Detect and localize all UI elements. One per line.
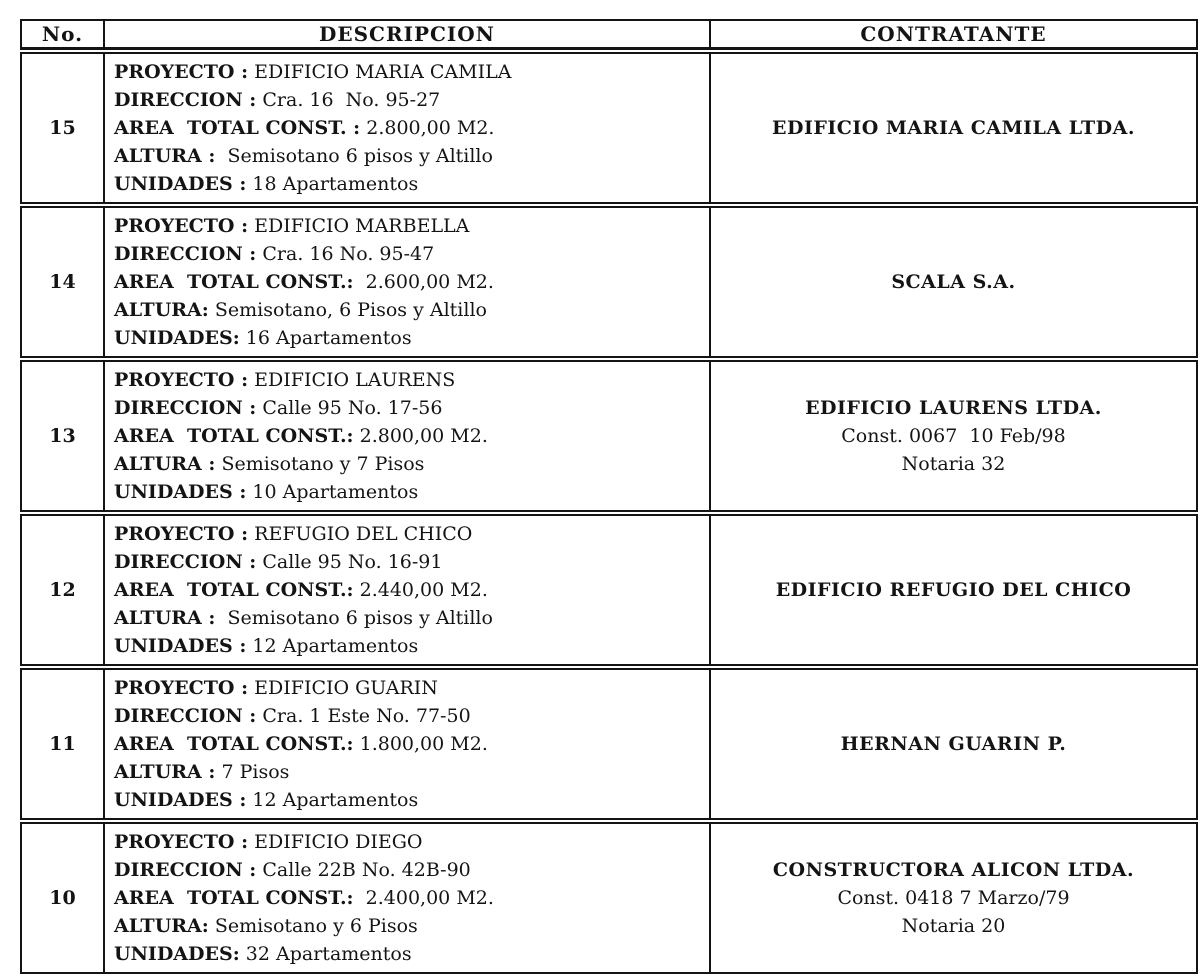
field-value: EDIFICIO DIEGO xyxy=(254,831,423,853)
field-value: EDIFICIO MARBELLA xyxy=(254,215,470,237)
field-line xyxy=(114,520,703,548)
field-value: 2.600,00 M2. xyxy=(359,271,494,293)
field-value: 12 Apartamentos xyxy=(252,789,419,811)
field-value: Semisotano, 6 Pisos y Altillo xyxy=(214,299,487,321)
header-descripcion: DESCRIPCION xyxy=(105,19,711,50)
field-line xyxy=(114,912,703,940)
field-line xyxy=(114,170,703,198)
field-value: 2.400,00 M2. xyxy=(359,887,494,909)
row-number: 13 xyxy=(20,360,105,512)
field-line xyxy=(114,240,703,268)
description-cell xyxy=(105,360,711,512)
description-cell xyxy=(105,668,711,820)
projects-table xyxy=(20,17,1198,976)
field-label: AREA TOTAL CONST.: xyxy=(114,887,354,909)
field-line xyxy=(114,856,703,884)
field-line xyxy=(114,478,703,506)
field-line xyxy=(114,758,703,786)
table-row xyxy=(20,514,1198,666)
field-line xyxy=(114,296,703,324)
field-label: PROYECTO : xyxy=(114,369,249,391)
field-value: 12 Apartamentos xyxy=(252,635,419,657)
field-value: Cra. 16 No. 95-47 xyxy=(262,243,435,265)
field-line xyxy=(114,548,703,576)
field-line xyxy=(114,884,703,912)
field-value: Calle 95 No. 16-91 xyxy=(262,551,443,573)
field-line xyxy=(114,324,703,352)
field-value: EDIFICIO LAURENS xyxy=(254,369,456,391)
table-row xyxy=(20,822,1198,974)
field-label: ALTURA: xyxy=(114,915,209,937)
field-label: PROYECTO : xyxy=(114,215,249,237)
field-line xyxy=(114,576,703,604)
field-label: ALTURA : xyxy=(114,607,216,629)
field-line xyxy=(114,366,703,394)
field-value: 2.440,00 M2. xyxy=(359,579,488,601)
field-value: Calle 95 No. 17-56 xyxy=(262,397,443,419)
field-line xyxy=(114,674,703,702)
row-number: 12 xyxy=(20,514,105,666)
contratante-name: SCALA S.A. xyxy=(891,271,1016,293)
field-label: ALTURA : xyxy=(114,145,216,167)
field-label: PROYECTO : xyxy=(114,61,249,83)
field-label: DIRECCION : xyxy=(114,89,257,111)
field-line xyxy=(114,632,703,660)
field-value: 1.800,00 M2. xyxy=(359,733,488,755)
field-label: UNIDADES : xyxy=(114,789,247,811)
row-number: 10 xyxy=(20,822,105,974)
field-value: 7 Pisos xyxy=(221,761,290,783)
field-value: 18 Apartamentos xyxy=(252,173,419,195)
field-label: AREA TOTAL CONST.: xyxy=(114,271,354,293)
field-label: AREA TOTAL CONST.: xyxy=(114,733,354,755)
field-value: Semisotano 6 pisos y Altillo xyxy=(221,607,493,629)
field-line xyxy=(114,828,703,856)
header-contratante: CONTRATANTE xyxy=(711,19,1198,50)
field-label: DIRECCION : xyxy=(114,859,257,881)
field-value: Calle 22B No. 42B-90 xyxy=(262,859,471,881)
contratante-cell xyxy=(711,822,1198,974)
contratante-cell xyxy=(711,206,1198,358)
contratante-name: EDIFICIO LAURENS LTDA. xyxy=(805,397,1102,419)
table-row xyxy=(20,52,1198,204)
field-line xyxy=(114,422,703,450)
field-value: EDIFICIO GUARIN xyxy=(254,677,438,699)
row-number: 14 xyxy=(20,206,105,358)
field-value: REFUGIO DEL CHICO xyxy=(254,523,473,545)
header-row xyxy=(20,19,1198,50)
field-line xyxy=(114,114,703,142)
description-cell xyxy=(105,822,711,974)
contratante-name: EDIFICIO REFUGIO DEL CHICO xyxy=(775,579,1132,601)
field-label: AREA TOTAL CONST.: xyxy=(114,425,354,447)
row-number: 11 xyxy=(20,668,105,820)
field-value: 32 Apartamentos xyxy=(245,943,412,965)
header-no: No. xyxy=(20,19,105,50)
field-line xyxy=(114,58,703,86)
field-label: UNIDADES : xyxy=(114,635,247,657)
field-label: DIRECCION : xyxy=(114,397,257,419)
field-value: 10 Apartamentos xyxy=(252,481,419,503)
field-line xyxy=(114,142,703,170)
field-label: DIRECCION : xyxy=(114,551,257,573)
field-line xyxy=(114,212,703,240)
description-cell xyxy=(105,514,711,666)
field-label: DIRECCION : xyxy=(114,705,257,727)
contratante-cell xyxy=(711,52,1198,204)
field-line xyxy=(114,604,703,632)
field-value: Semisotano y 6 Pisos xyxy=(214,915,418,937)
field-value: Cra. 16 No. 95-27 xyxy=(262,89,441,111)
field-label: PROYECTO : xyxy=(114,523,249,545)
field-label: UNIDADES: xyxy=(114,943,240,965)
field-label: UNIDADES: xyxy=(114,327,240,349)
field-line xyxy=(114,702,703,730)
description-cell xyxy=(105,52,711,204)
field-line xyxy=(114,786,703,814)
field-value: Semisotano 6 pisos y Altillo xyxy=(221,145,493,167)
contratante-cell xyxy=(711,668,1198,820)
table-row xyxy=(20,668,1198,820)
field-value: 2.800,00 M2. xyxy=(359,425,488,447)
field-label: UNIDADES : xyxy=(114,481,247,503)
field-label: ALTURA : xyxy=(114,453,216,475)
contratante-detail: Notaria 32 xyxy=(901,453,1006,475)
field-value: 2.800,00 M2. xyxy=(366,117,495,139)
contratante-detail: Const. 0418 7 Marzo/79 xyxy=(837,887,1070,909)
contratante-name: HERNAN GUARIN P. xyxy=(840,733,1067,755)
field-label: PROYECTO : xyxy=(114,831,249,853)
field-label: DIRECCION : xyxy=(114,243,257,265)
field-line xyxy=(114,450,703,478)
field-line xyxy=(114,86,703,114)
field-label: AREA TOTAL CONST. : xyxy=(114,117,361,139)
description-cell xyxy=(105,206,711,358)
field-line xyxy=(114,730,703,758)
table-row xyxy=(20,206,1198,358)
field-label: UNIDADES : xyxy=(114,173,247,195)
field-value: 16 Apartamentos xyxy=(245,327,412,349)
field-label: AREA TOTAL CONST.: xyxy=(114,579,354,601)
contratante-name: EDIFICIO MARIA CAMILA LTDA. xyxy=(772,117,1135,139)
field-line xyxy=(114,940,703,968)
contratante-detail: Notaria 20 xyxy=(901,915,1006,937)
field-label: PROYECTO : xyxy=(114,677,249,699)
field-label: ALTURA : xyxy=(114,761,216,783)
field-value: Cra. 1 Este No. 77-50 xyxy=(262,705,471,727)
field-value: EDIFICIO MARIA CAMILA xyxy=(254,61,512,83)
field-line xyxy=(114,268,703,296)
contratante-name: CONSTRUCTORA ALICON LTDA. xyxy=(772,859,1135,881)
field-line xyxy=(114,394,703,422)
field-value: Semisotano y 7 Pisos xyxy=(221,453,425,475)
contratante-detail: Const. 0067 10 Feb/98 xyxy=(841,425,1066,447)
table-row xyxy=(20,360,1198,512)
field-label: ALTURA: xyxy=(114,299,209,321)
contratante-cell xyxy=(711,360,1198,512)
contratante-cell xyxy=(711,514,1198,666)
row-number: 15 xyxy=(20,52,105,204)
